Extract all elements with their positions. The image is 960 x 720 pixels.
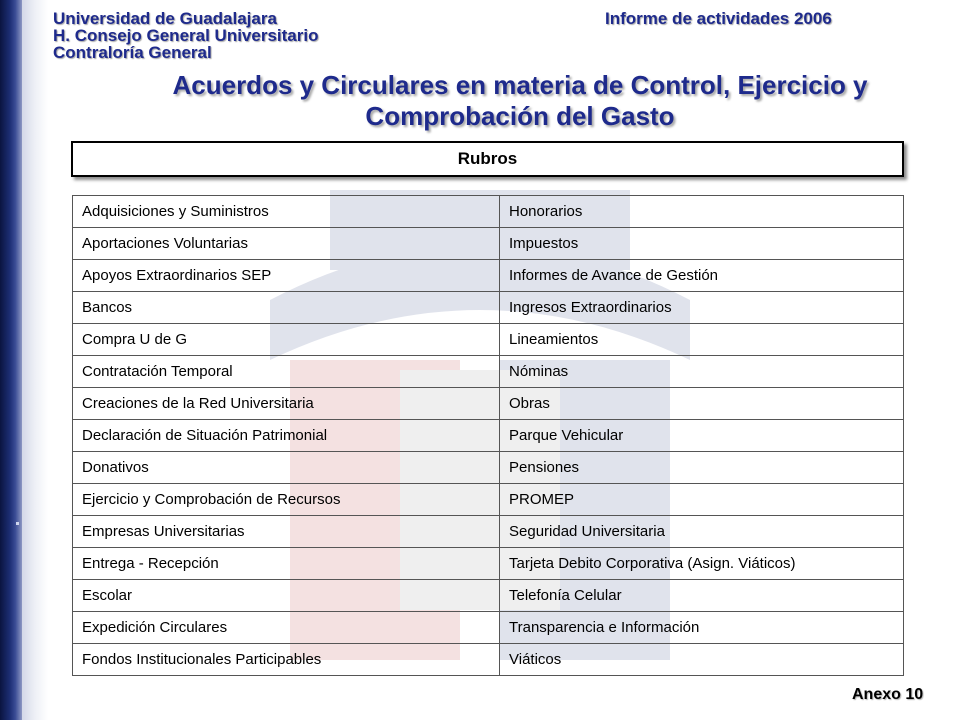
table-cell: Donativos bbox=[73, 452, 500, 484]
office-name: Contraloría General bbox=[53, 43, 212, 62]
left-bar-dot bbox=[16, 522, 19, 525]
table-row bbox=[73, 452, 904, 484]
page-title-line-1: Acuerdos y Circulares en materia de Control, Ejercicio y bbox=[172, 70, 868, 100]
table-row bbox=[73, 388, 904, 420]
section-heading: Rubros bbox=[71, 141, 904, 177]
table-cell: Lineamientos bbox=[500, 324, 904, 356]
table-cell: Expedición Circulares bbox=[73, 612, 500, 644]
table-cell: Adquisiciones y Suministros bbox=[73, 196, 500, 228]
institution-name: Universidad de Guadalajara bbox=[53, 9, 277, 28]
table-row bbox=[73, 612, 904, 644]
table-cell: Impuestos bbox=[500, 228, 904, 260]
table-cell: Entrega - Recepción bbox=[73, 548, 500, 580]
table-cell: Parque Vehicular bbox=[500, 420, 904, 452]
report-name: Informe de actividades 2006 bbox=[605, 9, 832, 28]
table-cell: Telefonía Celular bbox=[500, 580, 904, 612]
table-row bbox=[73, 356, 904, 388]
table-row bbox=[73, 228, 904, 260]
left-decorative-bar bbox=[0, 0, 22, 720]
rubros-table bbox=[72, 195, 904, 676]
table-cell: Ejercicio y Comprobación de Recursos bbox=[73, 484, 500, 516]
table-cell: Creaciones de la Red Universitaria bbox=[73, 388, 500, 420]
table-row bbox=[73, 260, 904, 292]
table-cell: Tarjeta Debito Corporativa (Asign. Viáticos) bbox=[500, 548, 904, 580]
table-cell: Empresas Universitarias bbox=[73, 516, 500, 548]
table-cell: Transparencia e Información bbox=[500, 612, 904, 644]
table-row bbox=[73, 484, 904, 516]
table-cell: Declaración de Situación Patrimonial bbox=[73, 420, 500, 452]
table-cell: Seguridad Universitaria bbox=[500, 516, 904, 548]
table-row bbox=[73, 580, 904, 612]
table-cell: Informes de Avance de Gestión bbox=[500, 260, 904, 292]
table-cell: Nóminas bbox=[500, 356, 904, 388]
table-cell: Obras bbox=[500, 388, 904, 420]
table-row bbox=[73, 420, 904, 452]
table-row bbox=[73, 516, 904, 548]
table-row bbox=[73, 324, 904, 356]
table-row bbox=[73, 292, 904, 324]
page-title bbox=[140, 70, 900, 132]
left-border-fade bbox=[22, 0, 48, 720]
table-cell: PROMEP bbox=[500, 484, 904, 516]
page-title-line-2: Comprobación del Gasto bbox=[365, 101, 675, 131]
table-cell: Viáticos bbox=[500, 644, 904, 676]
table-cell: Bancos bbox=[73, 292, 500, 324]
table-cell: Ingresos Extraordinarios bbox=[500, 292, 904, 324]
table-cell: Contratación Temporal bbox=[73, 356, 500, 388]
table-cell: Fondos Institucionales Participables bbox=[73, 644, 500, 676]
table-cell: Apoyos Extraordinarios SEP bbox=[73, 260, 500, 292]
table-row bbox=[73, 644, 904, 676]
table-cell: Honorarios bbox=[500, 196, 904, 228]
table-cell: Compra U de G bbox=[73, 324, 500, 356]
council-name: H. Consejo General Universitario bbox=[53, 26, 319, 45]
table-cell: Escolar bbox=[73, 580, 500, 612]
table-row bbox=[73, 548, 904, 580]
rubros-table-body bbox=[73, 196, 904, 676]
table-cell: Pensiones bbox=[500, 452, 904, 484]
institution-header bbox=[53, 10, 318, 61]
annex-label: Anexo 10 bbox=[852, 686, 924, 703]
table-row bbox=[73, 196, 904, 228]
table-cell: Aportaciones Voluntarias bbox=[73, 228, 500, 260]
